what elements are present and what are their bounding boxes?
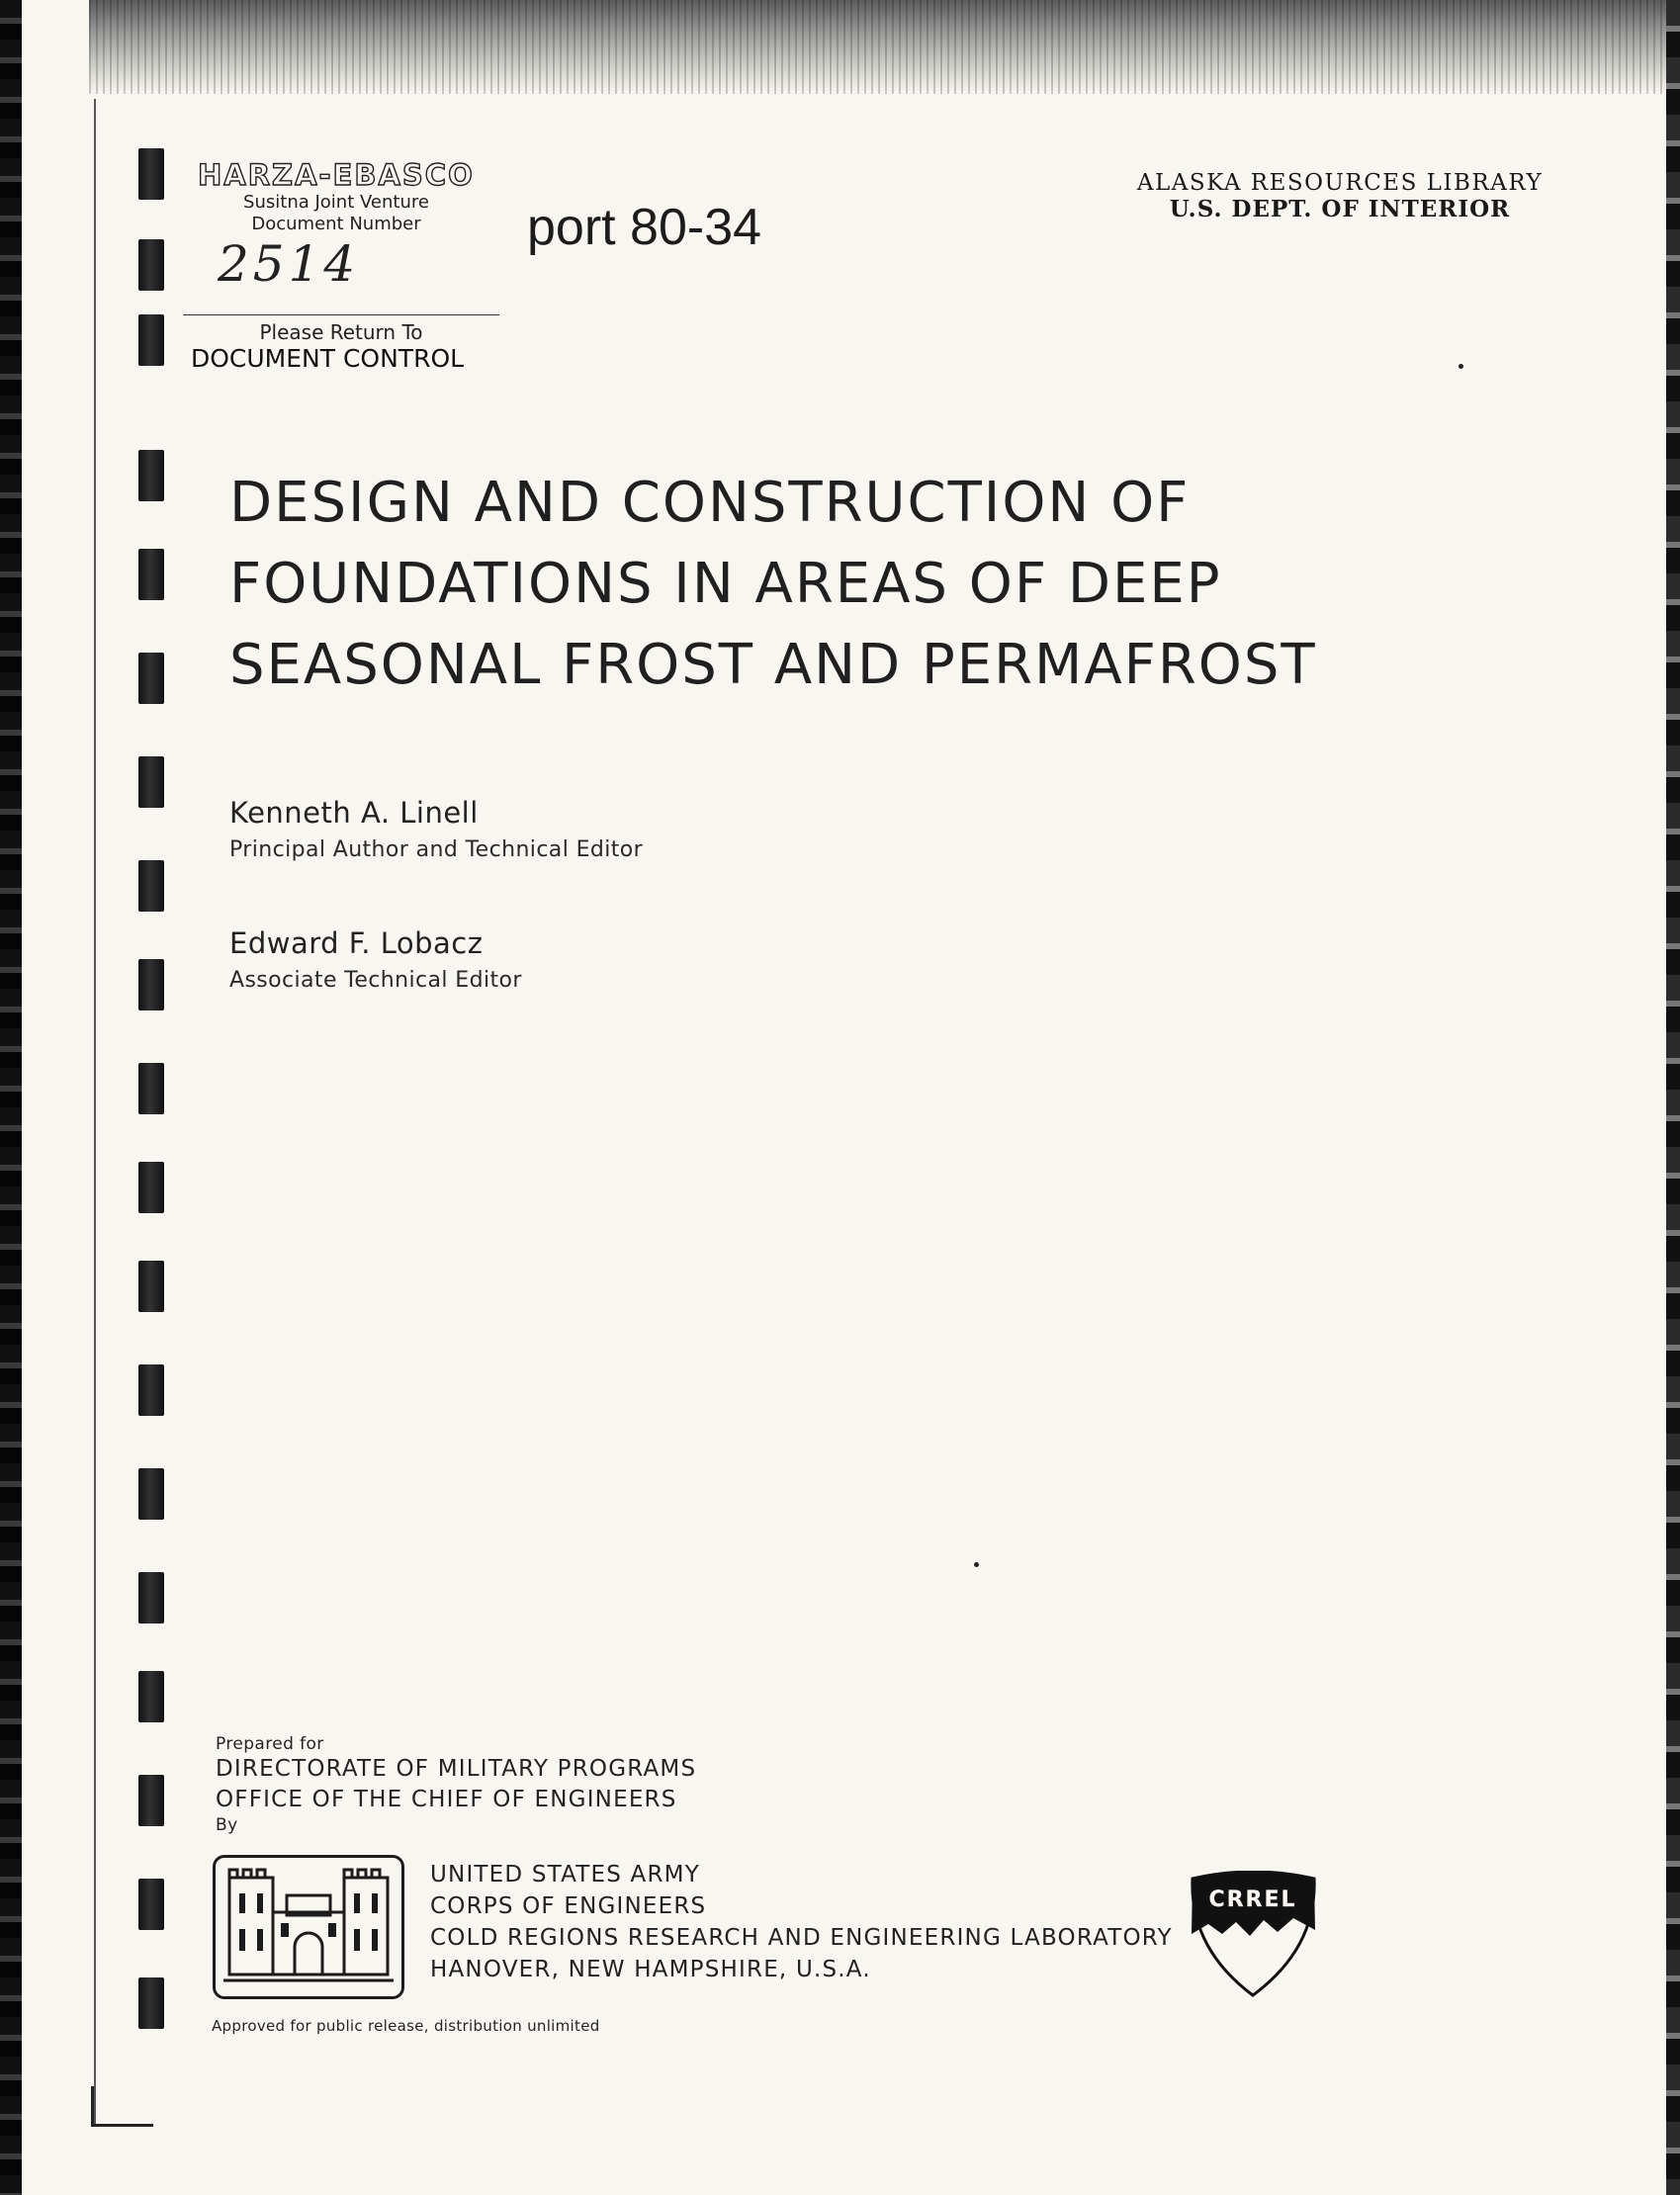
stamp-return-label: Please Return To <box>259 320 423 344</box>
binding-hole <box>138 1063 164 1114</box>
scan-artifact-top <box>89 0 1680 94</box>
title-line-2: FOUNDATIONS IN AREAS OF DEEP <box>229 551 1222 616</box>
report-number: port 80-34 <box>527 199 762 256</box>
binding-hole <box>138 148 164 200</box>
binding-hole <box>138 1162 164 1213</box>
author-role: Associate Technical Editor <box>229 968 522 993</box>
organization-block <box>430 1859 1173 1985</box>
binding-hole <box>138 450 164 501</box>
report-title <box>229 463 1396 706</box>
title-line-1: DESIGN AND CONSTRUCTION OF <box>229 470 1191 535</box>
library-name: ALASKA RESOURCES LIBRARY <box>1136 170 1544 196</box>
binding-hole <box>138 314 164 366</box>
binding-holes <box>138 0 168 2195</box>
corner-crop-mark <box>91 2086 153 2127</box>
author-role: Principal Author and Technical Editor <box>229 837 644 862</box>
prepared-for-block <box>216 1734 696 1835</box>
stamp-department: DOCUMENT CONTROL <box>191 344 465 373</box>
binding-hole <box>138 1879 164 1930</box>
binding-hole <box>138 959 164 1010</box>
speck <box>974 1562 979 1567</box>
library-department: U.S. DEPT. OF INTERIOR <box>1169 196 1511 222</box>
title-line-3: SEASONAL FROST AND PERMAFROST <box>229 632 1317 697</box>
prepared-by-label: By <box>216 1815 238 1835</box>
binding-hole <box>138 1775 164 1826</box>
binding-hole <box>138 1261 164 1312</box>
author-name: Kenneth A. Linell <box>229 796 479 830</box>
binding-hole <box>138 549 164 600</box>
organization-line-3: COLD REGIONS RESEARCH AND ENGINEERING LABORATORY <box>430 1925 1173 1951</box>
scan-artifact-left-edge <box>0 0 22 2195</box>
prepared-for-line-2: OFFICE OF THE CHIEF OF ENGINEERS <box>216 1787 677 1812</box>
castle-icon <box>216 1858 401 1996</box>
organization-line-4: HANOVER, NEW HAMPSHIRE, U.S.A. <box>430 1957 871 1982</box>
binding-hole <box>138 1364 164 1416</box>
scan-artifact-right-edge <box>1666 0 1680 2195</box>
harza-ebasco-logo: HARZA-EBASCO <box>198 158 475 192</box>
speck <box>1459 364 1463 369</box>
author-block-principal <box>229 796 643 862</box>
crrel-shield-icon <box>1187 1871 1320 1999</box>
organization-line-2: CORPS OF ENGINEERS <box>430 1893 707 1919</box>
distribution-statement: Approved for public release, distribution unlimited <box>212 2017 600 2035</box>
author-name: Edward F. Lobacz <box>229 926 484 960</box>
binding-hole <box>138 653 164 704</box>
crrel-logo-text: CRREL <box>1208 1888 1297 1912</box>
stamp-venture-line: Susitna Joint Venture <box>243 192 429 213</box>
binding-hole <box>138 1468 164 1520</box>
binding-hole <box>138 1671 164 1722</box>
binding-hole <box>138 756 164 808</box>
organization-line-1: UNITED STATES ARMY <box>430 1862 700 1888</box>
prepared-for-line-1: DIRECTORATE OF MILITARY PROGRAMS <box>216 1756 697 1782</box>
corps-of-engineers-castle-icon <box>213 1855 404 1999</box>
binding-line <box>94 99 96 2126</box>
stamp-document-number-label: Document Number <box>251 214 421 234</box>
stamp-underline <box>183 314 499 315</box>
binding-hole <box>138 860 164 912</box>
author-block-associate <box>229 926 522 993</box>
binding-hole <box>138 239 164 291</box>
crrel-shield-logo <box>1187 1871 1320 1999</box>
binding-hole <box>138 1977 164 2029</box>
handwritten-document-number: 2514 <box>218 235 360 293</box>
binding-hole <box>138 1572 164 1624</box>
library-stamp <box>1112 170 1567 222</box>
document-control-stamp <box>193 158 509 235</box>
prepared-for-label: Prepared for <box>216 1734 324 1754</box>
